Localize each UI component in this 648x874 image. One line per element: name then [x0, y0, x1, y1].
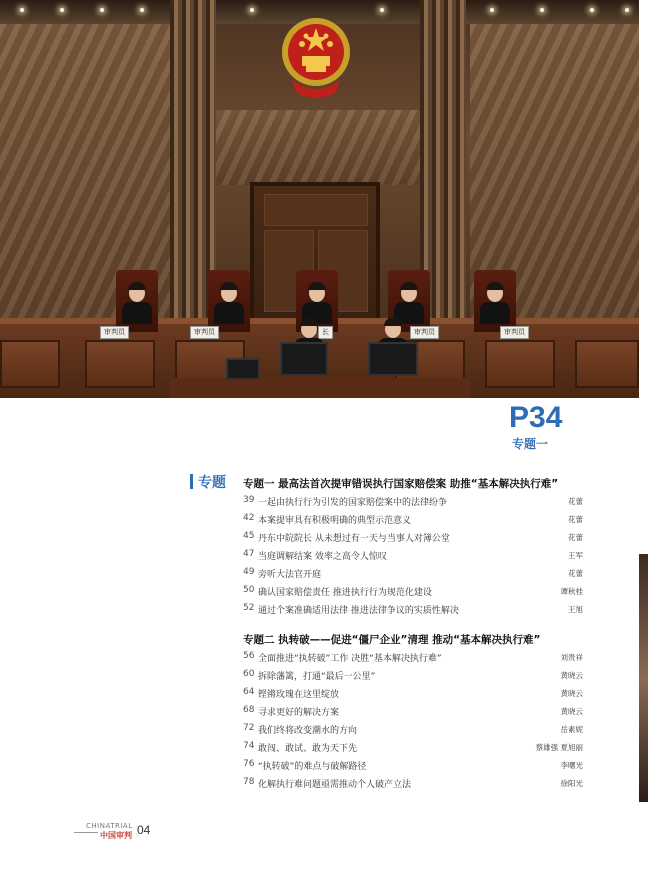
toc-author: 花蕾	[568, 497, 583, 506]
facing-page-edge	[639, 554, 648, 802]
toc-page: 47	[243, 549, 255, 559]
toc-title: 通过个案准确适用法律 推进法律争议的实质性解决	[258, 606, 459, 616]
nameplate: 长	[318, 326, 333, 339]
monitor	[368, 342, 418, 376]
toc-entry[interactable]	[243, 741, 583, 756]
toc-entry[interactable]	[243, 759, 583, 774]
toc-entry[interactable]	[243, 549, 583, 564]
toc-author: 李曙光	[560, 761, 583, 770]
toc-entry[interactable]	[243, 687, 583, 702]
toc-page: 42	[243, 513, 255, 523]
toc-page: 56	[243, 651, 255, 661]
toc-page: 78	[243, 777, 255, 787]
toc-title: 化解执行难问题亟需推动个人破产立法	[258, 780, 412, 790]
feature-page-code: P34	[509, 401, 563, 434]
toc-page: 64	[243, 687, 255, 697]
toc-entry[interactable]	[243, 513, 583, 528]
toc-author: 王军	[568, 551, 583, 560]
toc-title: 寻求更好的解决方案	[258, 708, 340, 718]
toc-page: 45	[243, 531, 255, 541]
section-bar	[190, 474, 193, 489]
toc-author: 蔡雄强 夏旭丽	[535, 743, 583, 752]
toc-title: 我们终将改变潮水的方向	[258, 726, 358, 736]
toc-entry[interactable]	[243, 531, 583, 546]
toc-author: 岳素妮	[560, 725, 583, 734]
toc-title: 当庭调解结案 效率之高令人惊叹	[258, 552, 387, 562]
nameplate: 审判员	[190, 326, 219, 339]
toc-author: 黄晓云	[560, 707, 583, 716]
toc-author: 刘贵祥	[560, 653, 583, 662]
courtroom-photo	[0, 0, 639, 398]
footer-brand-cn: 中国审判	[100, 831, 132, 840]
toc-title: “执转破”的难点与破解路径	[258, 762, 367, 772]
toc-title: 全面推进“执转破”工作 决胜“基本解决执行难”	[258, 654, 442, 664]
toc-page: 52	[243, 603, 255, 613]
toc-author: 花蕾	[568, 569, 583, 578]
toc-author: 花蕾	[568, 533, 583, 542]
feature-subtitle: 专题一	[512, 437, 549, 451]
toc-title: 拆除藩篱，打通“最后一公里”	[258, 672, 376, 682]
toc-page: 74	[243, 741, 255, 751]
footer-brand-en: CHINATRIAL	[86, 822, 133, 830]
toc-title: 敢闯、敢试、敢为天下先	[258, 744, 358, 754]
toc-page: 49	[243, 567, 255, 577]
toc-author: 谭秋桂	[560, 587, 583, 596]
page-number: 04	[137, 823, 151, 837]
toc-author: 黄晓云	[560, 689, 583, 698]
toc-title: 确认国家赔偿责任 推进执行行为规范化建设	[258, 588, 432, 598]
toc-entry[interactable]	[243, 669, 583, 684]
footer-rule	[74, 832, 98, 833]
toc-entry[interactable]	[243, 603, 583, 618]
nameplate: 审判员	[500, 326, 529, 339]
toc-entry[interactable]	[243, 495, 583, 510]
toc-entry[interactable]	[243, 567, 583, 582]
laptop	[226, 358, 260, 380]
toc-entry[interactable]	[243, 723, 583, 738]
toc-title: 一起由执行行为引发的国家赔偿案中的法律纷争	[258, 498, 448, 508]
monitor	[280, 342, 328, 376]
toc-page: 50	[243, 585, 255, 595]
toc-entry[interactable]	[243, 705, 583, 720]
nameplate: 审判员	[100, 326, 129, 339]
toc-author: 徐阳光	[560, 779, 583, 788]
toc-entry[interactable]	[243, 777, 583, 792]
nameplate: 审判员	[410, 326, 439, 339]
national-emblem	[280, 14, 352, 100]
toc-title: 丹东中院院长 从未想过有一天与当事人对簿公堂	[258, 534, 450, 544]
toc-page: 76	[243, 759, 255, 769]
toc-page: 68	[243, 705, 255, 715]
section-label: 专题	[198, 475, 226, 491]
toc-page: 39	[243, 495, 255, 505]
toc-entry[interactable]	[243, 651, 583, 666]
toc-title: 旁听大法官开庭	[258, 570, 322, 580]
toc-title: 本案提审具有积极明确的典型示范意义	[258, 516, 412, 526]
topic-title[interactable]: 专题二 执转破——促进“僵尸企业”清理 推动“基本解决执行难”	[243, 634, 541, 646]
clerk-desk	[170, 378, 470, 398]
topic-title[interactable]: 专题一 最高法首次提审错误执行国家赔偿案 助推“基本解决执行难”	[243, 478, 559, 490]
toc-page: 72	[243, 723, 255, 733]
toc-entry[interactable]	[243, 585, 583, 600]
toc-author: 黄晓云	[560, 671, 583, 680]
toc-title: 铿锵玫瑰在这里绽放	[258, 690, 340, 700]
toc-page: 60	[243, 669, 255, 679]
toc-author: 花蕾	[568, 515, 583, 524]
toc-author: 王旭	[568, 605, 583, 614]
